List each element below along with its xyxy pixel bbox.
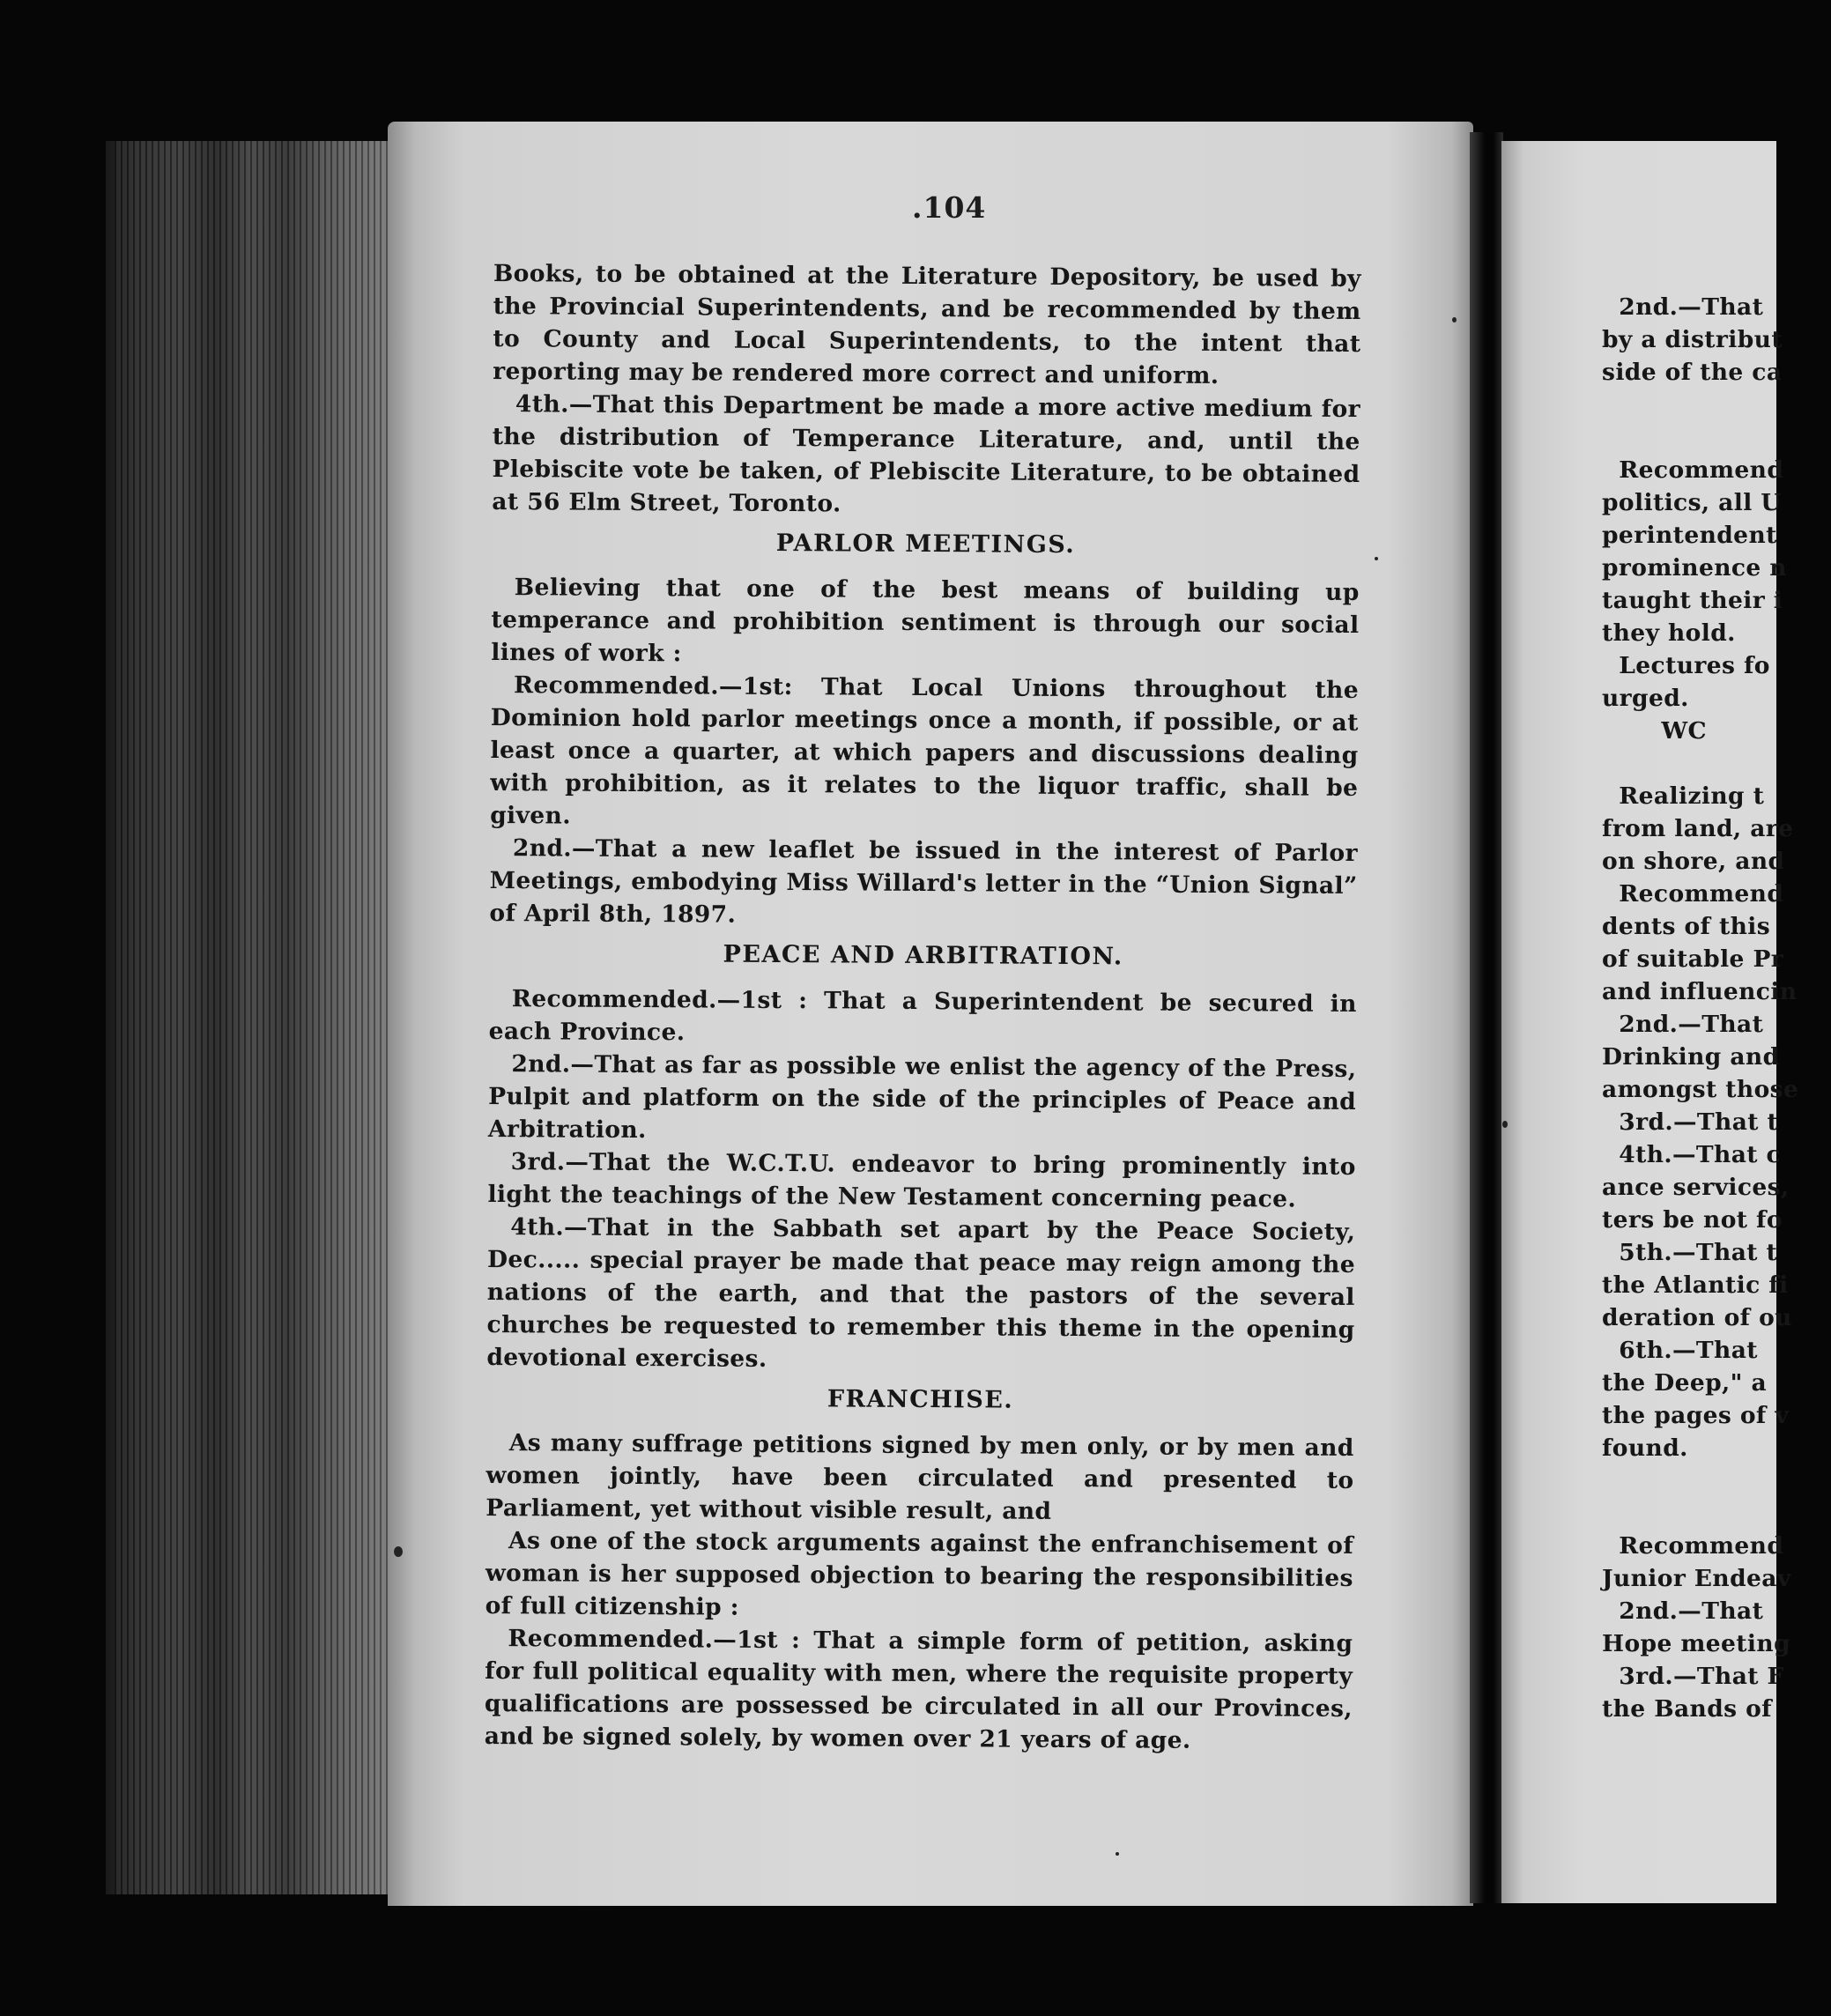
right-page-line	[1602, 389, 1831, 421]
right-page-line: 4th.—That c	[1602, 1141, 1782, 1168]
right-page-line: from land, are	[1602, 815, 1794, 842]
scan-speck	[1502, 1121, 1508, 1128]
right-page-line: the pages of v	[1602, 1402, 1790, 1429]
right-page-line: 3rd.—That t	[1602, 1108, 1779, 1136]
scan-speck	[1452, 317, 1457, 322]
right-page-line: prominence n	[1602, 554, 1787, 582]
right-page-line: 2nd.—That	[1602, 1011, 1764, 1038]
right-page-line	[1602, 1464, 1831, 1497]
paragraph: 2nd.—That as far as possible we enlist the agency of the Press, Pulpit and platform on the side of the principles of Peace and Arbitration.	[487, 1050, 1357, 1145]
section-heading: PARLOR MEETINGS.	[775, 529, 1076, 560]
section-heading: PEACE AND ARBITRATION.	[723, 940, 1123, 971]
right-page-line: by a distribut	[1602, 326, 1783, 353]
paragraph: As one of the stock arguments against the enfranchisement of woman is her supposed objection to bearing the responsibilities of full citizenship :	[485, 1527, 1354, 1621]
right-page-line: Recommend	[1602, 1532, 1784, 1560]
right-page-line: urged.	[1602, 685, 1689, 712]
left-page-text	[485, 257, 1361, 1758]
right-page-line: side of the ca	[1602, 359, 1783, 386]
right-page-line: the Atlantic fi	[1602, 1271, 1789, 1299]
scan-speck	[394, 1546, 403, 1557]
paragraph: Recommended.—1st : That a Superintendent be secured in each Province.	[488, 985, 1357, 1047]
right-page-line: Drinking and	[1602, 1043, 1780, 1071]
right-page-line: 5th.—That t	[1602, 1239, 1778, 1266]
right-page-line	[1602, 421, 1831, 454]
right-page-line: 3rd.—That F	[1602, 1663, 1784, 1690]
right-page-line: Junior Endeav	[1602, 1565, 1791, 1592]
right-page-text	[1602, 291, 1831, 1725]
right-page-line: the Deep," a	[1602, 1369, 1768, 1397]
right-page-line: deration of ou	[1602, 1304, 1792, 1331]
right-page-line: Hope meeting	[1602, 1630, 1790, 1657]
right-page-line: Recommend	[1602, 880, 1784, 908]
right-page-line: Recommend	[1602, 456, 1784, 484]
right-page-line: ters be not fo	[1602, 1206, 1783, 1234]
right-page-line: taught their i	[1602, 587, 1783, 614]
right-page-line	[1602, 747, 1831, 780]
section-heading: FRANCHISE.	[827, 1385, 1014, 1414]
paragraph: 3rd.—That the W.C.T.U. endeavor to bring prominently into light the teachings of the New Testament concerning peace.	[487, 1148, 1356, 1213]
right-page-line: dents of this	[1602, 913, 1771, 940]
paragraph: Believing that one of the best means of building up temperance and prohibition sentiment is through our social lines of work :	[491, 574, 1360, 668]
paragraph: Recommended.—1st: That Local Unions throughout the Dominion hold parlor meetings once a month, if possible, or at least once a quarter, at which papers and discussions dealing with prohibition, as it relates to the liquor traffic, shall be given.	[490, 671, 1360, 830]
paragraph: Recommended.—1st : That a simple form of petition, asking for full political equality with men, where the requisite property qualifications are possessed be circulated in all our Provinces, and be signed solely, by women over 21 years of age.	[484, 1625, 1353, 1754]
right-page-line: ance services,	[1602, 1174, 1790, 1201]
right-page-line: and influencin	[1602, 978, 1798, 1005]
right-page-line: 6th.—That	[1602, 1337, 1758, 1364]
right-page-line: 2nd.—That	[1602, 1597, 1764, 1625]
right-page-line: the Bands of	[1602, 1695, 1772, 1723]
right-page-line: 2nd.—That	[1602, 293, 1764, 321]
right-page-line: WC	[1602, 717, 1708, 745]
right-page-line: Lectures fo	[1602, 652, 1770, 679]
book-gutter	[1470, 132, 1503, 1903]
right-page-line: they hold.	[1602, 619, 1736, 647]
right-page-line: found.	[1602, 1434, 1688, 1462]
right-page-line: on shore, and	[1602, 848, 1785, 875]
scan-speck	[1116, 1852, 1119, 1856]
right-page-line: Realizing t	[1602, 782, 1765, 810]
scan-speck	[1375, 557, 1378, 560]
paragraph: Books, to be obtained at the Literature Depository, be used by the Provincial Superintendents, and be recommended by them to County and Local Superintendents, to the intent that reporting may be rendered more correct and uniform.	[493, 259, 1361, 390]
right-page-line: politics, all U	[1602, 489, 1782, 516]
page-number: .104	[912, 190, 987, 225]
paragraph: As many suffrage petitions signed by men only, or by men and women jointly, have been circulated and presented to Parliament, yet without visible result, and	[486, 1429, 1354, 1525]
book-page-edge-lines	[115, 141, 397, 1894]
right-page-line: of suitable Pr	[1602, 945, 1784, 973]
right-page-line: perintendent	[1602, 522, 1777, 549]
paragraph: 4th.—That this Department be made a more active medium for the distribution of Temperance Literature, and, until the Plebiscite vote be taken, of Plebiscite Literature, to be obtained at 56 Elm Street, Toronto.	[492, 390, 1361, 518]
paragraph: 4th.—That in the Sabbath set apart by the Peace Society, Dec..... special prayer be made that peace may reign among the nations of the earth, and that the pastors of the several churches be requested to remember this theme in the opening devotional exercises.	[486, 1213, 1356, 1373]
right-page-line: amongst those	[1602, 1076, 1799, 1103]
right-page-line	[1602, 1497, 1831, 1530]
paragraph: 2nd.—That a new leaflet be issued in the interest of Parlor Meetings, embodying Miss Willard's letter in the “Union Signal” of April 8th, 1897.	[489, 834, 1358, 929]
